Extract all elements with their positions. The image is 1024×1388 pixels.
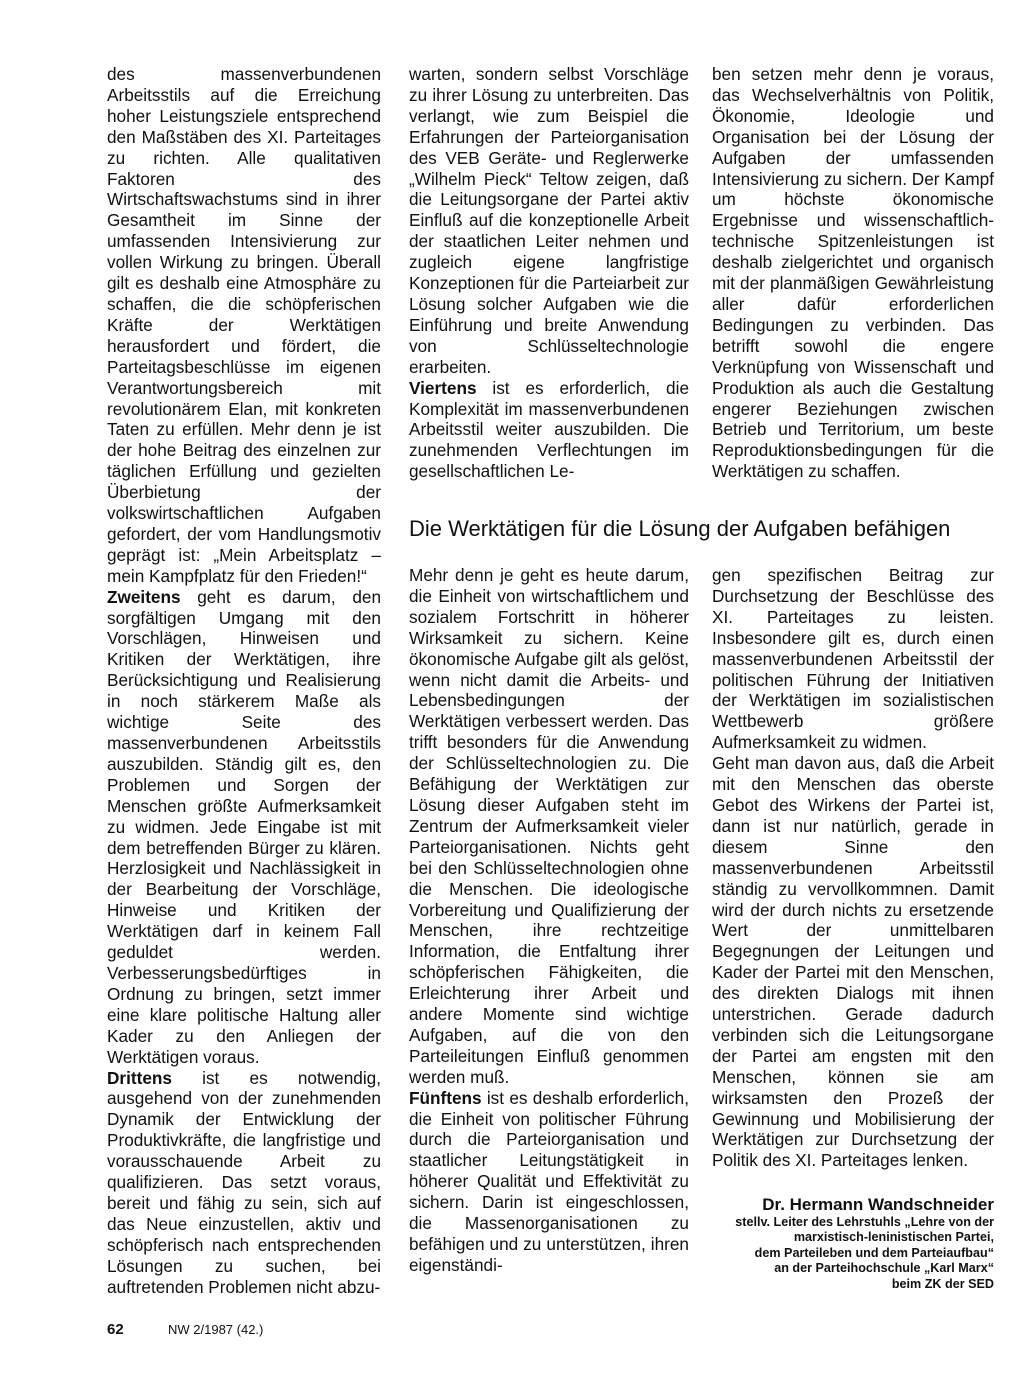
paragraph-body: ist es erforderlich, die Komplexität im massenverbundenen Arbeitsstil weiter auszubilden. Die zunehmenden Verflechtungen im gesellschaftlichen Le- xyxy=(409,377,689,482)
paragraph-lead: Zweitens xyxy=(107,586,181,607)
author-signature xyxy=(712,1194,994,1292)
paragraph-lead: Viertens xyxy=(409,377,477,398)
paragraph-lead: Fünftens xyxy=(409,1087,482,1108)
author-role-line: an der Parteihochschule „Karl Marx“ xyxy=(774,1261,994,1276)
paragraph xyxy=(409,1088,689,1276)
paragraph: ben setzen mehr denn je voraus, das Wechselverhältnis von Politik, Ökonomie, Ideologie und Organisation bei der Lösung der Aufgaben der umfassenden Intensivierung zu sichern. Der Kampf um höchste ökonomische Ergebnisse und wissenschaftlich-technische Spitzenleistungen ist deshalb zielgerichtet und organisch mit der planmäßigen Gewährleistung aller dafür erforderlichen Bedingungen zu verbinden. Das betrifft sowohl die engere Verknüpfung von Wissenschaft und Produktion als auch die Gestaltung engerer Beziehungen zwischen Betrieb und Territorium, um beste Reproduktionsbedingungen für die Werktätigen zu schaffen. xyxy=(712,64,994,482)
paragraph: warten, sondern selbst Vorschläge zu ihrer Lösung zu unterbreiten. Das verlangt, wie zum Beispiel die Erfahrungen der Parteiorganisation des VEB Geräte- und Reglerwerke „Wilhelm Pieck“ Teltow zeigen, daß die Leitungsorgane der Partei aktiv Einfluß auf die konzeptionelle Arbeit der staatlichen Leiter nehmen und zugleich eigene langfristige Konzeptionen für die Parteiarbeit zur Lösung solcher Aufgaben wie die Einführung und breite Anwendung von Schlüsseltechnologie erarbeiten. xyxy=(409,64,689,377)
issue-reference: NW 2/1987 (42.) xyxy=(168,1322,264,1337)
paragraph-body: ist es notwendig, ausgehend von der zunehmenden Dynamik der Entwicklung der Produktivkräfte, die langfristige und vorausschauende Arbeit zu qualifizieren. Das setzt voraus, bereit und fähig zu sein, sich auf das Neue einzustellen, aktiv und schöpferisch nach entsprechenden Lösungen zu suchen, bei auftretenden Problemen nicht abzu- xyxy=(107,1067,381,1297)
author-role-line: dem Parteileben und dem Parteiaufbau“ xyxy=(754,1245,994,1260)
author-role-line: marxistisch-leninistischen Partei, xyxy=(793,1230,994,1245)
author-name: Dr. Hermann Wandschneider xyxy=(762,1195,994,1214)
author-role-line: stellv. Leiter des Lehrstuhls „Lehre von der xyxy=(735,1215,994,1229)
author-role-line: beim ZK der SED xyxy=(891,1276,994,1291)
paragraph-body: ist es deshalb erforderlich, die Einheit von politischer Führung durch die Parteiorganisation und staatlicher Leitungstätigkeit in höherer Qualität und Effektivität zu sichern. Darin ist eingeschlossen, die Massenorganisationen zu befähigen und zu unterstützen, ihren eigenständi- xyxy=(409,1087,689,1275)
paragraph-lead: Drittens xyxy=(107,1067,172,1088)
paragraph xyxy=(409,378,689,483)
paragraph-body: geht es darum, den sorgfältigen Umgang mit den Vorschlägen, Hinweisen und Kritiken der Werktätigen, ihre Berücksichtigung und Realisierung in noch stärkerem Maße als wichtige Seite des massenverbundenen Arbeitsstils auszubilden. Ständig gilt es, den Problemen und Sorgen der Menschen größte Aufmerksamkeit zu widmen. Jede Eingabe ist mit dem betreffenden Bürger zu klären. Herzlosigkeit und Nachlässigkeit in der Bearbeitung der Vorschläge, Hinweise und Kritiken der Werktätigen darf in keinem Fall geduldet werden. Verbesserungsbedürftiges in Ordnung zu bringen, setzt immer eine klare politische Haltung aller Kader zu den Anliegen der Werktätigen voraus. xyxy=(107,586,381,1067)
paragraph: Mehr denn je geht es heute darum, die Einheit von wirtschaftlichem und sozialem Fortschritt in höherer Wirksamkeit zu sichern. Keine ökonomische Aufgabe gilt als gelöst, wenn nicht damit die Arbeits- und Lebensbedingungen der Werktätigen verbessert werden. Das trifft besonders für die Anwendung der Schlüsseltechnologien zu. Die Befähigung der Werktätigen zur Lösung dieser Aufgaben steht im Zentrum der Aufmerksamkeit vieler Parteiorganisationen. Nichts geht bei den Schlüsseltechnologien ohne die Menschen. Die ideologische Vorbereitung und Qualifizierung der Menschen, ihre rechtzeitige Information, die Entfaltung ihrer schöpferischen Fähigkeiten, die Erleichterung ihrer Arbeit und andere Momente sind wichtige Aufgaben, auf die von den Parteileitungen Einfluß genommen werden muß. xyxy=(409,565,689,1087)
text-column-1 xyxy=(107,64,381,1297)
section-heading: Die Werktätigen für die Lösung der Aufgaben befähigen xyxy=(409,516,951,541)
paragraph xyxy=(107,1068,381,1298)
text-column-3 xyxy=(712,64,994,482)
text-column-4 xyxy=(409,565,689,1276)
paragraph: des massenverbundenen Arbeitsstils auf die Erreichung hoher Leistungsziele entsprechend den Maßstäben des XI. Parteitages zu richten. Alle qualitativen Faktoren des Wirtschaftswachstums sind in ihrer Gesamtheit im Sinne der umfassenden Intensivierung zur vollen Wirkung zu bringen. Überall gilt es deshalb eine Atmosphäre zu schaffen, die die schöpferischen Kräfte der Werktätigen herausfordert und fördert, die Parteitagsbeschlüsse im eigenen Verantwortungsbereich mit revolutionärem Elan, mit konkreten Taten zu erfüllen. Mehr denn je ist der hohe Beitrag des einzelnen zur täglichen Erfüllung und gezielten Überbietung der volkswirtschaftlichen Aufgaben gefordert, der vom Handlungsmotiv geprägt ist: „Mein Arbeitsplatz – mein Kampfplatz für den Frieden!“ xyxy=(107,64,381,586)
text-column-2 xyxy=(409,64,689,482)
paragraph: Geht man davon aus, daß die Arbeit mit den Menschen das oberste Gebot des Wirkens der Partei ist, dann ist nur natürlich, gerade in diesem Sinne den massenverbundenen Arbeitsstil ständig zu vervollkommnen. Damit wird der durch nichts zu ersetzende Wert der unmittelbaren Begegnungen der Leitungen und Kader der Partei mit den Menschen, des direkten Dialogs mit ihnen unterstrichen. Gerade dadurch verbinden sich die Leitungsorgane der Partei am engsten mit den Menschen, können sie am wirksamsten den Prozeß der Gewinnung und Mobilisierung der Werktätigen zur Durchsetzung der Politik des XI. Parteitages lenken. xyxy=(712,753,994,1171)
page-number: 62 xyxy=(107,1321,124,1338)
paragraph xyxy=(107,587,381,1068)
paragraph: gen spezifischen Beitrag zur Durchsetzung der Beschlüsse des XI. Parteitages zu leisten. Insbesondere gilt es, durch einen massenverbundenen Arbeitsstil der politischen Führung der Initiativen der Werktätigen im sozialistischen Wettbewerb größere Aufmerksamkeit zu widmen. xyxy=(712,565,994,753)
text-column-5 xyxy=(712,565,994,1171)
